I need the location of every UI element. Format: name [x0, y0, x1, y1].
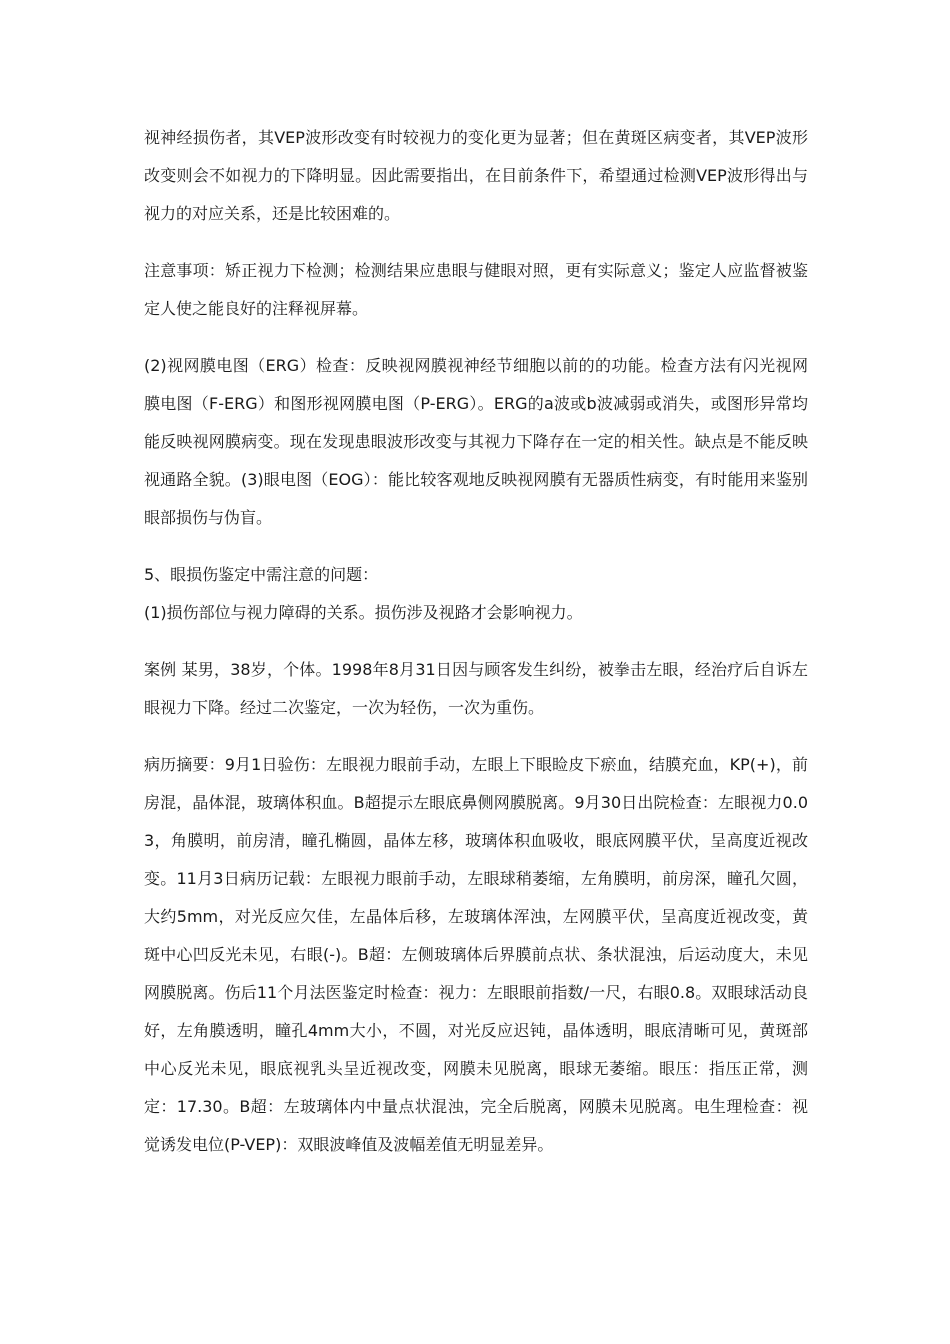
paragraph-erg-eog: (2)视网膜电图（ERG）检查：反映视网膜视神经节细胞以前的的功能。检查方法有闪光视网膜电图（F-ERG）和图形视网膜电图（P-ERG）。ERG的a波或b波减弱或消失，或图形异常均能反映视网膜病变。现在发现患眼波形改变与其视力下降存在一定的相关性。缺点是不能反映视通路全貌。(3)眼电图（EOG）：能比较客观地反映视网膜有无器质性病变，有时能用来鉴别眼部损伤与伪盲。 — [144, 356, 808, 527]
paragraph-case: 案例 某男，38岁，个体。1998年8月31日因与顾客发生纠纷，被拳击左眼，经治疗后自诉左眼视力下降。经过二次鉴定，一次为轻伤，一次为重伤。 — [144, 660, 808, 717]
paragraph-injury-site: (1)损伤部位与视力障碍的关系。损伤涉及视路才会影响视力。 — [144, 603, 583, 622]
document-page — [144, 119, 808, 1164]
section-heading-issues: 5、眼损伤鉴定中需注意的问题： — [144, 565, 379, 584]
paragraph-medical-history: 病历摘要：9月1日验伤：左眼视力眼前手动，左眼上下眼睑皮下瘀血，结膜充血，KP(+)，前房混，晶体混，玻璃体积血。B超提示左眼底鼻侧网膜脱离。9月30日出院检查：左眼视力0.03，角膜明，前房清，瞳孔椭圆，晶体左移，玻璃体积血吸收，眼底网膜平伏，呈高度近视改变。11月3日病历记载：左眼视力眼前手动，左眼球稍萎缩，左角膜明，前房深，瞳孔欠圆，大约5mm，对光反应欠佳，左晶体后移，左玻璃体浑浊，左网膜平伏，呈高度近视改变，黄斑中心凹反光未见，右眼(-)。B超：左侧玻璃体后界膜前点状、条状混浊，后运动度大，未见网膜脱离。伤后11个月法医鉴定时检查：视力：左眼眼前指数/一尺，右眼0.8。双眼球活动良好，左角膜透明，瞳孔4mm大小，不圆，对光反应迟钝，晶体透明，眼底清晰可见，黄斑部中心反光未见，眼底视乳头呈近视改变，网膜未见脱离，眼球无萎缩。眼压：指压正常，测定：17.30。B超：左玻璃体内中量点状混浊，完全后脱离，网膜未见脱离。电生理检查：视觉诱发电位(P-VEP)：双眼波峰值及波幅差值无明显差异。 — [144, 755, 808, 1154]
paragraph-vep-waveform: 视神经损伤者，其VEP波形改变有时较视力的变化更为显著；但在黄斑区病变者，其VEP波形改变则会不如视力的下降明显。因此需要指出，在目前条件下，希望通过检测VEP波形得出与视力的对应关系，还是比较困难的。 — [144, 128, 808, 223]
paragraph-precautions: 注意事项：矫正视力下检测；检测结果应患眼与健眼对照，更有实际意义；鉴定人应监督被鉴定人使之能良好的注释视屏幕。 — [144, 261, 808, 318]
